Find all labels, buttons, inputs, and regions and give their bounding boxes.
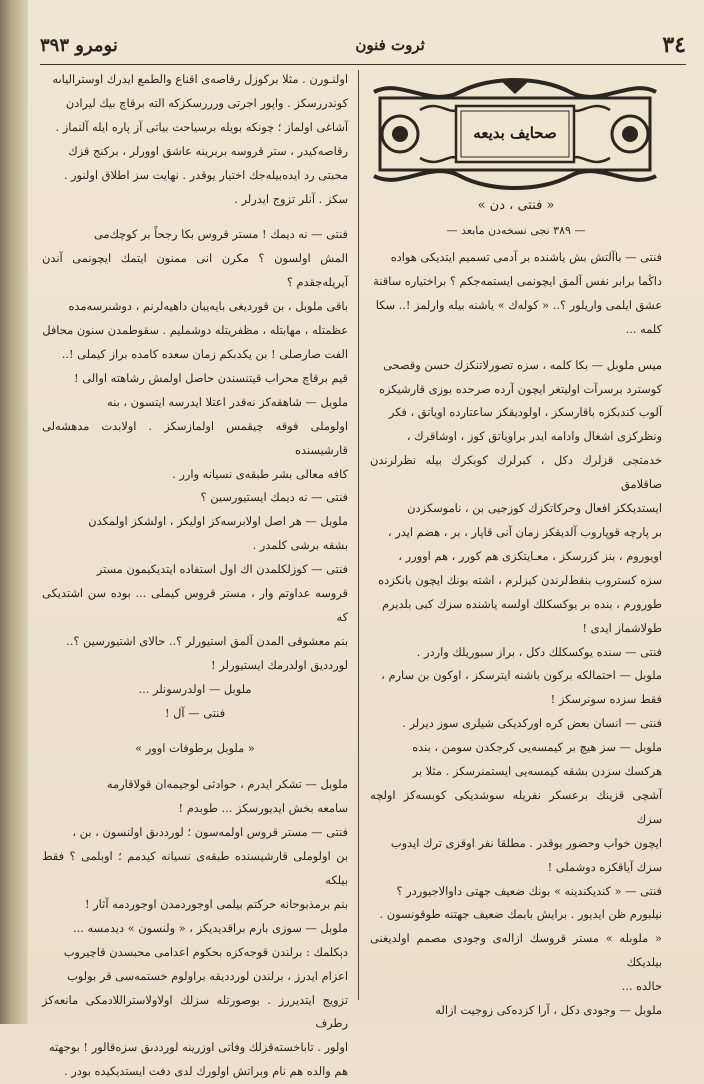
- text-line: سكز . آنلر تزوج ايدرلر .: [234, 191, 348, 206]
- text-line: سامعه بخش ايديورسكز ... طوبدم !: [178, 801, 348, 816]
- paragraph-gap: [42, 761, 348, 773]
- text-line: فنتى — باآلتش بش ياشنده بر آدمى تسميم ايتديكى هواده: [390, 250, 662, 264]
- left-text-column: [42, 68, 348, 1084]
- text-line: بشقه برشى كلمدر .: [252, 538, 348, 553]
- stage-direction: « ملوبل برطوفات اوور »: [135, 741, 255, 756]
- paragraph-gap: [42, 725, 348, 737]
- magazine-page: [28, 0, 704, 1079]
- banner-title: صحايف بديعه: [473, 124, 557, 142]
- text-line: ونظركزى اشغال وادامه ايدر براوياتق كوز ، اوشاقرك ،: [406, 429, 662, 444]
- text-line: ملوبل — سوزى بارم براقديديكز ، « ولنسون » ديدمسه ...: [72, 920, 348, 935]
- text-line: ايچون خواب وحضور يوقدر . مطلقا نفر اوقزى ترك ايدوب: [390, 835, 662, 850]
- text-line: قيم برقاچ محراب قيتنسندن حاصل اولمش رشاهته اوالى !: [74, 370, 348, 385]
- text-line: كلمه ...: [625, 321, 662, 336]
- text-line: ملوبل — تشكر ايدرم ، حوادثى لوجيمه‌ان قولاقارمه: [106, 777, 348, 792]
- text-line: هم والده هم نام وبراتش اولورك لدى دفت ايستديكيده بودر .: [64, 1064, 348, 1079]
- text-line: بنم معشوقى المدن آلمق استيورلر ؟.. حالاى اشتيورسين ؟..: [66, 633, 348, 648]
- text-line: ملوبل — هر اصل اولابرسه‌كز اوليكز ، اولشكز اولمكدن: [88, 514, 348, 529]
- journal-name: ثروت فنون: [355, 36, 425, 54]
- text-line: حالده ...: [621, 979, 662, 994]
- text-line: آشچى قزينك برعسكر نفريله سوشديكى كوبسه‌كز اولچه سزك: [370, 787, 662, 826]
- text-line: فنتى — « كنديكندينه » بونك ضعيف جهتى داوالاجيوردر ؟: [396, 883, 662, 898]
- text-line: فقط سزده سونرسكز !: [550, 692, 662, 707]
- text-line: كوندررسكز . واپور اجرتى ورررسكزكه الته برقاچ بيك ليرادن: [65, 95, 348, 110]
- text-line: فنتى — سنده يوكسكلك دكل ، براز سبوريلك واردر .: [416, 644, 662, 659]
- text-line: ايستديككز افعال وحركاتكزك كوزجيى بن ، ناموسكزدن: [407, 501, 662, 516]
- text-line: ملوبل — سز هيچ بر كيمسه‌يى كرجكدن سومن ، بنده: [412, 740, 662, 755]
- page-header: [40, 28, 686, 62]
- header-rule: [40, 64, 686, 65]
- book-binding-gutter: [0, 0, 28, 1024]
- paragraph-gap: [42, 211, 348, 223]
- text-line: فنتى — كوزلكلمدن اك اول استفاده ايتديكيمون مستر: [96, 562, 348, 577]
- text-line: محبتى رد ايده‌بيله‌جك اختيار يوقدر . نهايت سز اطلاق اولنور .: [63, 167, 348, 182]
- text-line: خدمتجى قزلرك دكل ، كبرلرك كوبكرك بيله نظرلرندن صاقلامق: [370, 453, 662, 492]
- text-line: عظمتله ، مهابتله ، مظفريتله دوشمليم . سقوطمدن سنون محافل: [42, 323, 348, 338]
- text-line: الفت صارصلى ! بن يكدبكم زمان سعده كامده براز كيملى !..: [61, 346, 348, 361]
- text-line: اولور . تاباخسته‌قزلك وفاتى اوزرينه لورددىق سزه‌قالور ! بوجهته: [48, 1040, 348, 1055]
- issue-number: نومرو ٣٩٣: [40, 34, 118, 56]
- text-line: فنتى — مستر قروس اولمه‌سون ؛ لورددىق اولنسون ، بن ،: [72, 825, 348, 840]
- text-line: سزك آياقكزه دوشملى !: [547, 859, 662, 874]
- text-line: لوردديق اولدرمك ايستيورلر !: [211, 657, 348, 672]
- text-line: سزه كستروب بنقط‌لرندن كيزلرم ، اشته بونك ايچون بانكزده: [378, 572, 662, 587]
- text-line: كافه معالى بشر طبقه‌ى نسيانه وارر .: [172, 466, 348, 481]
- text-line: نيلبورم ظن ايديور . برايش بابمك ضعيف جهتنه طوقونسون .: [379, 907, 662, 922]
- text-line: اولوملى فوقه چيقمس اولمازسكز . اولابدت مدهشه‌لى قارشيسنده: [42, 418, 348, 457]
- text-line: باقى ملوبل ، بن قورديغى بايه‌يبان داهيه‌لرنم ، دوشىرسه‌مده: [68, 299, 348, 314]
- text-line: ميس ملوبل — بكا كلمه ، سزه تصورلاتنكزك حسن وقصحى: [383, 357, 662, 372]
- text-line: ملوبل — شاهقه‌كز نه‌قدر اعتلا ايدرسه ايتسون ، بنه: [107, 394, 348, 409]
- text-line: آلوب كندبكزه باقارسكز ، اولوديقكز ساعتارده اوياتق ، فكر: [388, 405, 662, 420]
- text-line: اويوروم ، بنز كزرسكز ، معـايتكزى هم كورر ، هم اوورر ،: [398, 548, 662, 563]
- text-line: رقاصه‌كيدر ، ستر قروسه بربرينه عاشق اوورلر ، بركنج قزك: [68, 143, 348, 158]
- text-line: قروسه عداوتم وار ، مستر قروس كيملى ... بوده سن اشتديكى كه: [42, 586, 348, 624]
- text-line: بنم برمذبوحانه حركتم بيلمى اوجوردمدن اوجوردمه آثار !: [84, 896, 348, 911]
- text-line: فنتى — نه ديمك ايستيورسين ؟: [200, 490, 348, 505]
- text-line: اولنـورن . مثلا بركوزل رقاصه‌ى اقناع والطمع ايدرك اوسترالياىه: [52, 72, 348, 86]
- text-line: بن اولوملى قارشيسنده طبقه‌ى نسيانه كيدمم ؛ اوبلمى ؟ فقط بيلكه: [42, 849, 348, 887]
- text-line: ملوبل — اولدرسونلر ...: [138, 681, 252, 696]
- text-line: فنتى — انسان بعض كره اوركديكى شيلرى سوز ديرلر .: [402, 716, 662, 731]
- text-line: عشق ايلمى واريلور ؟.. « كوله‌ك » ياشنه بيله وارلمز !.. سكا: [375, 297, 662, 312]
- article-title: « فنتى ، دن »: [477, 198, 555, 213]
- right-text-column: [370, 246, 662, 1023]
- text-line: ملوبل — احتمالكه بركون باشنه ايترسكز ، اوكون بن سارم ،: [381, 668, 662, 683]
- text-line: طولاشماز ايدى !: [582, 620, 662, 635]
- text-line: داڭما برابر نفس آلمق ايچونمى ايستمه‌جكم ؟ براختياره ساقنة: [373, 273, 662, 288]
- ornamental-banner: [370, 78, 660, 190]
- text-line: « ملوبله » مستر قروسك ازاله‌ى وجودى مصمم اولديغنى بيلديكك: [370, 931, 662, 970]
- article-subtitle: — ٣٨٩ نجى نسخه‌دن مابعد —: [446, 224, 586, 237]
- text-line: اعزام ايدرز ، برلندن لوردديقه براولوم خستمه‌سى قر بولوب: [67, 968, 348, 983]
- column-divider: [358, 70, 359, 1000]
- text-line: آشاغى اولماز ؛ چونكه بويله برسياحت بياتى آز پاره ايله آلنماز .: [55, 119, 348, 134]
- text-line: فنتى — آل !: [164, 705, 226, 720]
- text-line: المش اولسون ؟ مكرن انى ممنون ايتمك ايچونمى آندن آيريله‌جقدم ؟: [42, 251, 348, 290]
- text-line: كوسترد برسرآت اوليتغر ايچون آرده صرحده بوزى قارشيكزه: [379, 381, 662, 396]
- text-line: طورورم ، بنده بر يوكسكلك اولسه ياشنده سزك كبى بلديرم: [381, 596, 662, 611]
- paragraph-gap: [370, 342, 662, 354]
- text-line: دېكلمك : برلندن قوجه‌كزه بحكوم اعدامى محبسدن قاچيروب: [63, 944, 348, 959]
- page-number: ٣٤: [662, 32, 686, 58]
- text-line: فنتى — نه ديمك ! مستر قروس بكا رجحاً بر كوچك‌مى: [93, 227, 348, 242]
- text-line: ملوبل — وجودى دكل ، آرا كزده‌كى زوجيت ازاله‌: [435, 1003, 662, 1018]
- text-line: بر پارچه قوپاروب آلديقكز زمان آنى قاپار ، بر ، هضم ايدر ،: [387, 524, 662, 539]
- text-line: هركسك سزدن بشقه كيمسه‌يى ايستمنرسكز . مثلا بر: [412, 764, 662, 779]
- text-line: تزويج ايتديررز . بوصورتله سزلك اولاولاستراللاد‌مكى مانعه‌كز رطرف: [42, 992, 348, 1031]
